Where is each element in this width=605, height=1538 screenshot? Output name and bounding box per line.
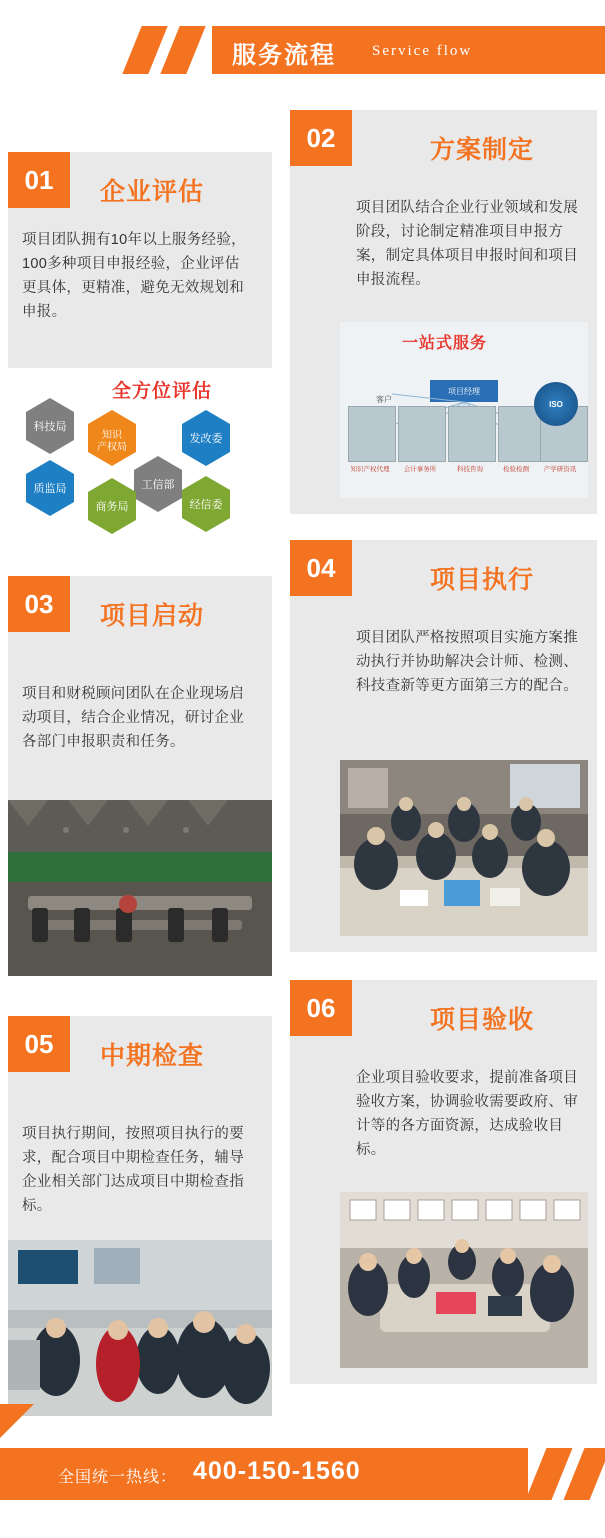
svg-text:商务局: 商务局 (95, 501, 129, 513)
service-network-center-label: 项目经理 (430, 380, 498, 402)
step-title-02: 方案制定 (430, 136, 535, 164)
evaluation-graphic (8, 368, 272, 544)
header-slash-decoration (160, 26, 205, 74)
step-title-04: 项目执行 (430, 566, 535, 594)
svg-text:发改委: 发改委 (189, 433, 223, 445)
service-network-thumb (448, 406, 496, 462)
step-photo-05 (8, 1240, 272, 1416)
step-text-04: 项目团队严格按照项目实施方案推动执行并协助解决会计师、检测、科技查新等更方面第三方的配合。 (356, 630, 578, 694)
service-network-photo (340, 322, 588, 498)
svg-text:经信委: 经信委 (189, 499, 223, 511)
svg-text:工信部: 工信部 (141, 479, 175, 491)
service-network-caption: 知识产权代理 (350, 466, 390, 473)
step-title-06: 项目验收 (430, 1006, 535, 1034)
step-text-02: 项目团队结合企业行业领域和发展阶段，讨论制定精准项目申报方案，制定具体项目申报时间和项目申报流程。 (356, 200, 578, 288)
page-subtitle: Service flow (372, 43, 473, 59)
iso-seal-icon: ISO (534, 382, 578, 426)
step-text-03: 项目和财税顾问团队在企业现场启动项目，结合企业情况，研讨企业各部门申报职责和任务。 (22, 686, 244, 750)
step-badge-01: 01 (8, 152, 70, 208)
step-title-05: 中期检查 (100, 1042, 205, 1070)
page-title: 服务流程 (232, 42, 336, 69)
service-network-caption: 产学研资讯 (543, 466, 577, 473)
step-photo-03 (8, 800, 272, 976)
footer-corner-decoration (0, 1404, 34, 1438)
svg-text:产权局: 产权局 (97, 442, 127, 453)
step-badge-04: 04 (290, 540, 352, 596)
step-badge-03: 03 (8, 576, 70, 632)
service-network-caption: 检验检测 (503, 466, 529, 473)
step-badge-02: 02 (290, 110, 352, 166)
hotline-number[interactable]: 400-150-1560 (193, 1457, 361, 1485)
step-text-01: 项目团队拥有10年以上服务经验，100多种项目申报经验，企业评估更具体，更精准，避免无效规划和申报。 (22, 232, 246, 320)
svg-text:科技局: 科技局 (33, 421, 67, 433)
service-network-caption: 会计事务所 (403, 466, 437, 473)
service-network-caption: 科技咨询 (457, 466, 483, 473)
step-title-03: 项目启动 (100, 602, 205, 630)
header-slash-decoration (122, 26, 167, 74)
service-network-thumb (398, 406, 446, 462)
step-text-06: 企业项目验收要求，提前准备项目验收方案，协调验收需要政府、审计等的各方面资源，达成验收目标。 (356, 1070, 578, 1158)
step-badge-05: 05 (8, 1016, 70, 1072)
step-badge-06: 06 (290, 980, 352, 1036)
service-network-thumb (348, 406, 396, 462)
svg-text:质监局: 质监局 (33, 483, 67, 495)
step-title-01: 企业评估 (100, 178, 205, 206)
footer-slash-decoration (563, 1448, 605, 1500)
step-photo-04 (340, 760, 588, 936)
step-photo-06 (340, 1192, 588, 1368)
hotline-label: 全国统一热线： (58, 1469, 178, 1486)
svg-text:知识: 知识 (102, 430, 122, 441)
service-network-client-label: 客户 (376, 395, 392, 404)
step-text-05: 项目执行期间，按照项目执行的要求，配合项目中期检查任务，辅导企业相关部门达成项目中期检查指标。 (22, 1126, 244, 1214)
hex-diagram (8, 368, 272, 544)
page-header (0, 0, 605, 96)
evaluation-graphic-title: 全方位评估 (112, 381, 213, 402)
service-network-title: 一站式服务 (402, 335, 488, 352)
